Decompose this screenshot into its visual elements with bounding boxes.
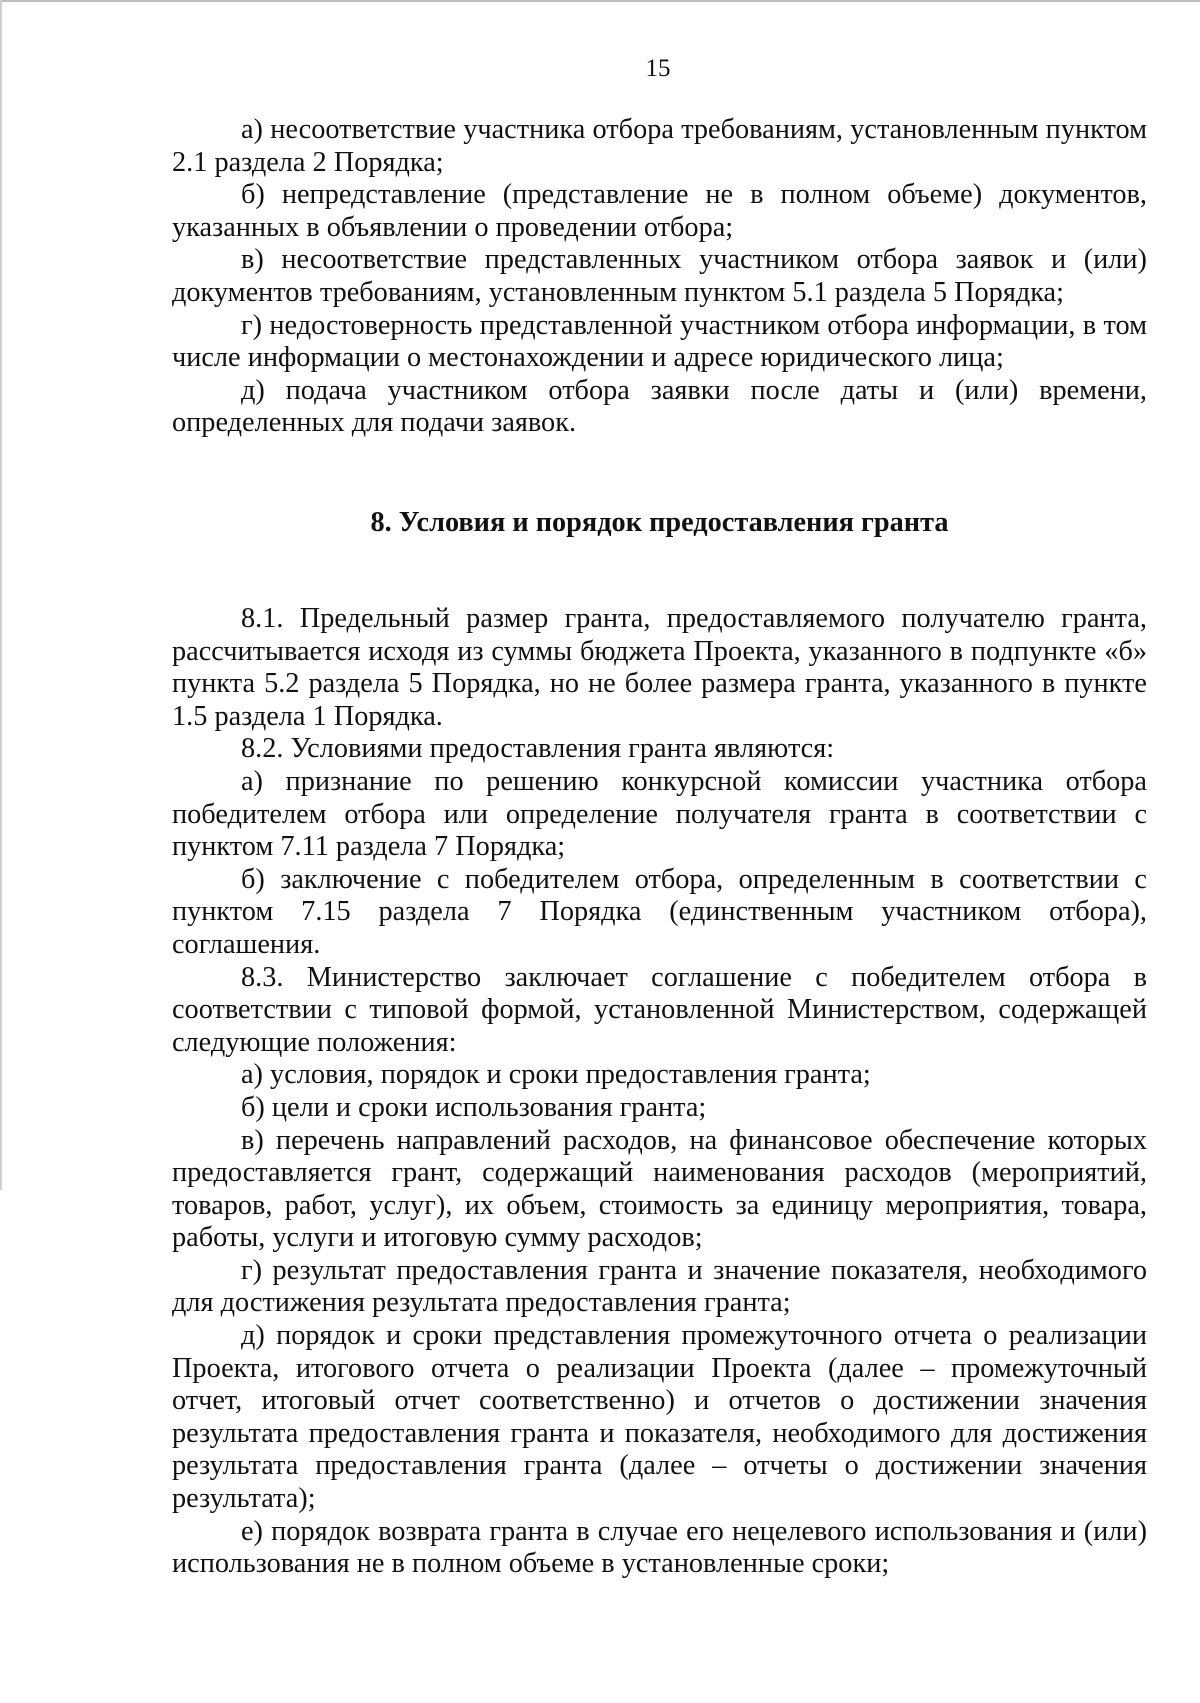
scan-edge-top [0, 0, 1200, 2]
paragraph: б) непредставление (представление не в полном объеме) документов, указанных в объявлении о проведении отбора; [172, 179, 1147, 243]
scan-edge-left [0, 0, 2, 1190]
list-of-refusal-grounds [172, 114, 1147, 440]
section-8-body [172, 603, 1147, 1581]
paragraph: в) несоответствие представленных участником отбора заявок и (или) документов требованиям, установленным пунктом 5.1 раздела 5 Порядка; [172, 244, 1147, 308]
paragraph: а) условия, порядок и сроки предоставления гранта; [241, 1059, 871, 1091]
paragraph: е) порядок возврата гранта в случае его нецелевого использования и (или) использования не в полном объеме в установленные сроки; [172, 1515, 1147, 1580]
paragraph: 8.2. Условиями предоставления гранта являются: [241, 733, 835, 765]
paragraph: г) недостоверность представленной участником отбора информации, в том числе информации о местонахождении и адресе юридического лица; [172, 309, 1147, 374]
paragraph: 8.3. Министерство заключает соглашение с победителем отбора в соответствии с типовой формой, установленной Министерством, содержащей следующие положения: [172, 961, 1147, 1058]
paragraph: а) признание по решению конкурсной комиссии участника отбора победителем отбора или определение получателя гранта в соответствии с пунктом 7.11 раздела 7 Порядка; [172, 765, 1147, 863]
paragraph: д) подача участником отбора заявки после даты и (или) времени, определенных для подачи заявок. [172, 374, 1147, 439]
paragraph: б) заключение с победителем отбора, определенным в соответствии с пунктом 7.15 раздела 7 Порядка (единственным участником отбора), соглашения. [172, 863, 1147, 960]
section-heading: 8. Условия и порядок предоставления гранта [370, 507, 949, 538]
paragraph: 8.1. Предельный размер гранта, предоставляемого получателю гранта, рассчитывается исходя из суммы бюджета Проекта, указанного в подпункте «б» пункта 5.2 раздела 5 Порядка, но не более размера гранта, указанного в пункте 1.5 раздела 1 Порядка. [172, 603, 1147, 732]
paragraph: д) порядок и сроки представления промежуточного отчета о реализации Проекта, итогового отчета о реализации Проекта (далее – промежуточный отчет, итоговый отчет соответственно) и отчетов о достижении значения результата предоставления гранта и показателя, необходимого для достижения результата предоставления гранта (далее – отчеты о достижении значения результата); [172, 1320, 1147, 1515]
paragraph: в) перечень направлений расходов, на финансовое обеспечение которых предоставляется грант, содержащий наименования расходов (мероприятий, товаров, работ, услуг), их объем, стоимость за единицу мероприятия, товара, работы, услуги и итоговую сумму расходов; [172, 1124, 1147, 1254]
paragraph: а) несоответствие участника отбора требованиям, установленным пунктом 2.1 раздела 2 Порядка; [172, 114, 1147, 178]
paragraph: г) результат предоставления гранта и значение показателя, необходимого для достижения результата предоставления гранта; [172, 1254, 1147, 1319]
page-number: 15 [645, 55, 671, 82]
paragraph: б) цели и сроки использования гранта; [241, 1091, 707, 1123]
